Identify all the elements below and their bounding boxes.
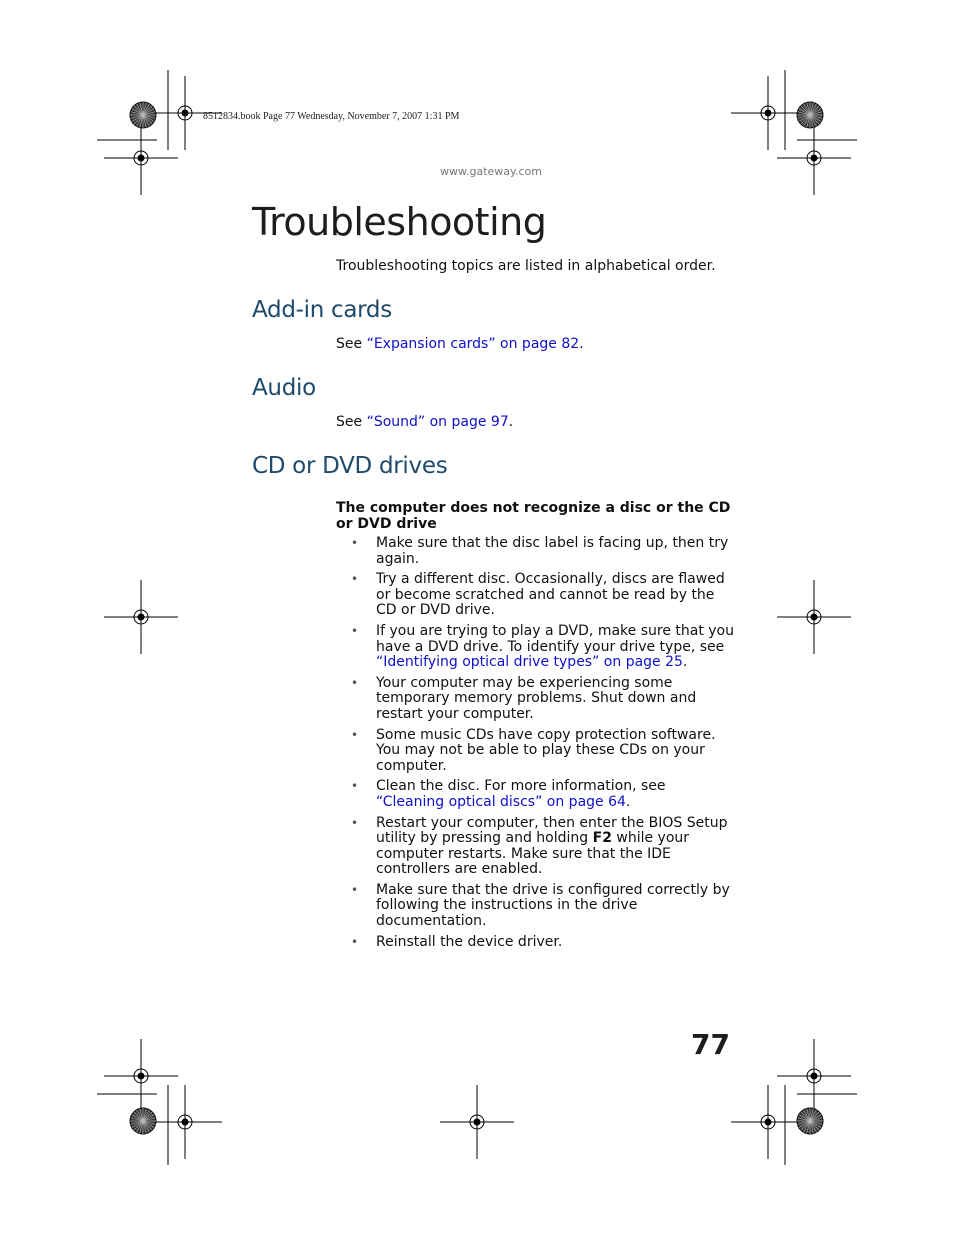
see-label: See	[336, 336, 367, 352]
page-title: Troubleshooting	[252, 200, 547, 244]
registration-target-icon	[440, 1085, 514, 1159]
registration-target-icon	[731, 76, 805, 150]
list-item	[336, 624, 736, 671]
list-item	[336, 728, 736, 775]
color-wheel-icon	[797, 1108, 823, 1134]
cross-reference-link[interactable]: “Cleaning optical discs” on page 64	[376, 793, 626, 810]
color-wheel-icon	[130, 1108, 156, 1134]
section-heading-add-in-cards: Add-in cards	[252, 297, 392, 323]
list-item-text: Try a different disc. Occasionally, discs are flawed or become scratched and cannot be read by the CD or DVD drive.	[376, 571, 725, 619]
registration-target-icon	[777, 1039, 851, 1113]
list-item-text: If you are trying to play a DVD, make sure that you have a DVD drive. To identify your drive type, see	[376, 622, 734, 655]
bullet-icon: •	[351, 779, 359, 794]
registration-target-icon	[731, 1085, 805, 1159]
list-item-text: Restart your computer, then enter the BIOS Setup utility by pressing and holding	[376, 814, 728, 847]
color-wheel-icon	[130, 102, 156, 128]
period: .	[508, 414, 514, 430]
section-heading-audio: Audio	[252, 375, 316, 401]
printer-slug: 8512834.book Page 77 Wednesday, November 7, 2007 1:31 PM	[203, 111, 460, 122]
list-item	[336, 779, 736, 810]
bullet-icon: •	[351, 815, 359, 830]
list-item	[336, 883, 736, 930]
list-item	[336, 536, 736, 567]
section-heading-cd-dvd-drives: CD or DVD drives	[252, 453, 448, 479]
bullet-icon: •	[351, 536, 359, 550]
bullet-icon: •	[351, 727, 359, 742]
bullet-icon: •	[351, 623, 359, 638]
problem-subheading: The computer does not recognize a disc or the CD or DVD drive	[336, 500, 731, 532]
bullet-icon: •	[351, 675, 359, 690]
registration-target-icon	[777, 580, 851, 654]
registration-target-icon	[777, 121, 851, 195]
bullet-icon: •	[351, 934, 359, 949]
cross-reference-link[interactable]: “Identifying optical drive types” on page 25	[376, 654, 683, 671]
registration-target-icon	[104, 121, 178, 195]
intro-text: Troubleshooting topics are listed in alphabetical order.	[336, 258, 716, 274]
period: .	[579, 336, 584, 352]
list-item-text: Clean the disc. For more information, see	[376, 778, 666, 795]
list-item	[336, 676, 736, 723]
color-wheel-icon	[797, 102, 823, 128]
list-item	[336, 816, 736, 878]
list-item-text: Your computer may be experiencing some temporary memory problems. Shut down and restart your computer.	[376, 674, 697, 722]
list-item	[336, 572, 736, 619]
registration-target-icon	[148, 1085, 222, 1159]
list-item	[336, 935, 736, 951]
registration-target-icon	[104, 580, 178, 654]
see-label: See	[336, 414, 367, 430]
list-item-text: Make sure that the disc label is facing up, then try again.	[376, 535, 729, 567]
troubleshooting-steps-list	[336, 536, 736, 955]
bullet-icon: •	[351, 572, 359, 587]
audio-text	[336, 414, 513, 430]
bullet-icon: •	[351, 882, 359, 897]
expansion-cards-link[interactable]: “Expansion cards” on page 82	[366, 336, 580, 352]
list-item-text: Make sure that the drive is configured correctly by following the instructions in the drive documentation.	[376, 881, 730, 930]
list-item-text: Some music CDs have copy protection software. You may not be able to play these CDs on your computer.	[376, 726, 716, 774]
sound-link[interactable]: “Sound” on page 97	[366, 414, 509, 430]
list-item-text-end: while your computer restarts. Make sure that the IDE controllers are enabled.	[376, 830, 690, 878]
page-number: 77	[691, 1028, 730, 1061]
site-url: www.gateway.com	[440, 165, 542, 178]
keyboard-key: F2	[592, 830, 612, 847]
list-item-text-end: .	[625, 793, 631, 810]
add-in-cards-text	[336, 336, 584, 352]
list-item-text-end: .	[682, 654, 688, 671]
registration-target-icon	[104, 1039, 178, 1113]
list-item-text: Reinstall the device driver.	[376, 933, 563, 950]
